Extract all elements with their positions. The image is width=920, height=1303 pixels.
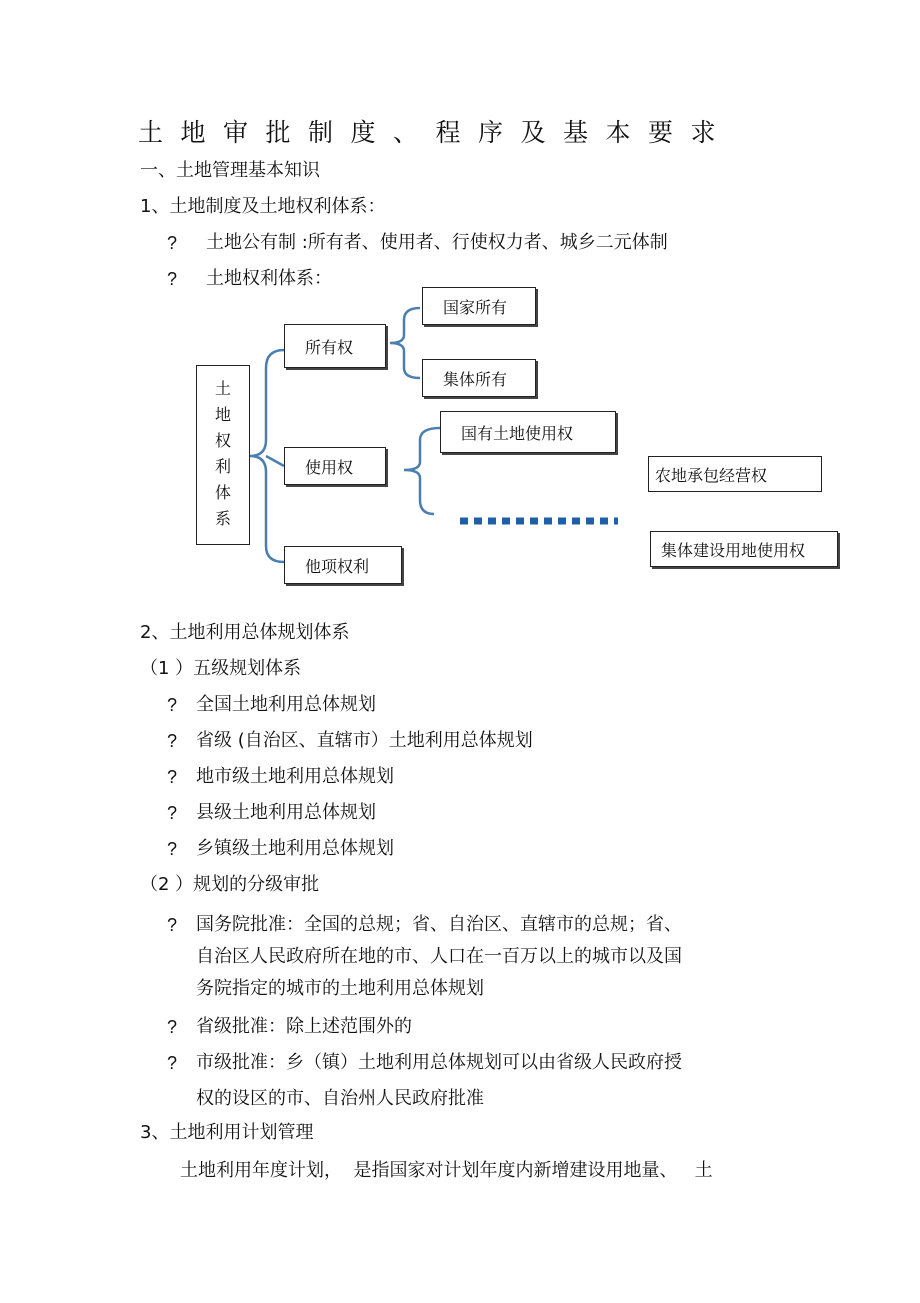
bullet-text: 土地权利体系： — [206, 268, 332, 289]
root-node — [196, 365, 250, 545]
paragraph-heading: （1 ）五级规划体系 — [140, 658, 302, 679]
section-heading: 一、土地管理基本知识 — [140, 160, 320, 181]
other-rights-node: 他项权利 — [284, 546, 402, 584]
root-char: 土 — [214, 379, 231, 398]
state-owned-node: 国家所有 — [422, 287, 536, 325]
bullet-marker: ? — [167, 767, 178, 787]
list-item: 国务院批准：全国的总规；省、自治区、直辖市的总规；省、 — [196, 914, 682, 935]
list-item: 全国土地利用总体规划 — [196, 694, 376, 715]
collective-owned-node: 集体所有 — [422, 359, 536, 397]
ownership-node: 所有权 — [284, 324, 386, 368]
farm-contract-node: 农地承包经营权 — [648, 456, 822, 492]
root-char: 权 — [214, 431, 231, 450]
body-text: 土地利用年度计划， 是指国家对计划年度内新增建设用地量、 土 — [180, 1160, 713, 1181]
bullet-marker: ? — [167, 839, 178, 859]
list-item-continuation: 务院指定的城市的土地利用总体规划 — [196, 978, 484, 999]
use-right-node: 使用权 — [284, 447, 386, 485]
list-item: 市级批准：乡（镇）土地利用总体规划可以由省级人民政府授 — [196, 1052, 682, 1073]
list-item: 乡镇级土地利用总体规划 — [196, 838, 394, 859]
subsection-heading: 2、土地利用总体规划体系 — [140, 622, 350, 643]
root-char: 系 — [214, 509, 231, 528]
list-item: 县级土地利用总体规划 — [196, 802, 376, 823]
list-item-continuation: 自治区人民政府所在地的市、人口在一百万以上的城市以及国 — [196, 946, 682, 967]
bullet-marker: ? — [167, 233, 178, 253]
list-item: 地市级土地利用总体规划 — [196, 766, 394, 787]
bullet-marker: ? — [167, 731, 178, 751]
list-item-continuation: 权的设区的市、自治州人民政府批准 — [196, 1088, 484, 1109]
subsection-heading: 3、土地利用计划管理 — [140, 1122, 314, 1143]
root-char: 体 — [214, 483, 231, 502]
bullet-marker: ? — [167, 695, 178, 715]
subsection-heading: 1、土地制度及土地权利体系： — [140, 196, 386, 217]
bullet-marker: ? — [167, 1053, 178, 1073]
list-item: 省级批准：除上述范围外的 — [196, 1016, 412, 1037]
collective-construction-node: 集体建设用地使用权 — [650, 531, 838, 567]
list-item: 省级 (自治区、直辖市）土地利用总体规划 — [196, 730, 533, 751]
bullet-marker: ? — [167, 269, 178, 289]
bullet-text: 土地公有制 :所有者、使用者、行使权力者、城乡二元体制 — [206, 232, 668, 253]
bullet-marker: ? — [167, 803, 178, 823]
root-char: 利 — [214, 457, 231, 476]
paragraph-heading: （2 ）规划的分级审批 — [140, 874, 320, 895]
page-title: 土地审批制度、程序及基本要求 — [138, 118, 734, 147]
bullet-marker: ? — [167, 915, 178, 935]
state-land-use-node: 国有土地使用权 — [440, 411, 616, 453]
root-char: 地 — [214, 405, 231, 424]
bullet-marker: ? — [167, 1017, 178, 1037]
